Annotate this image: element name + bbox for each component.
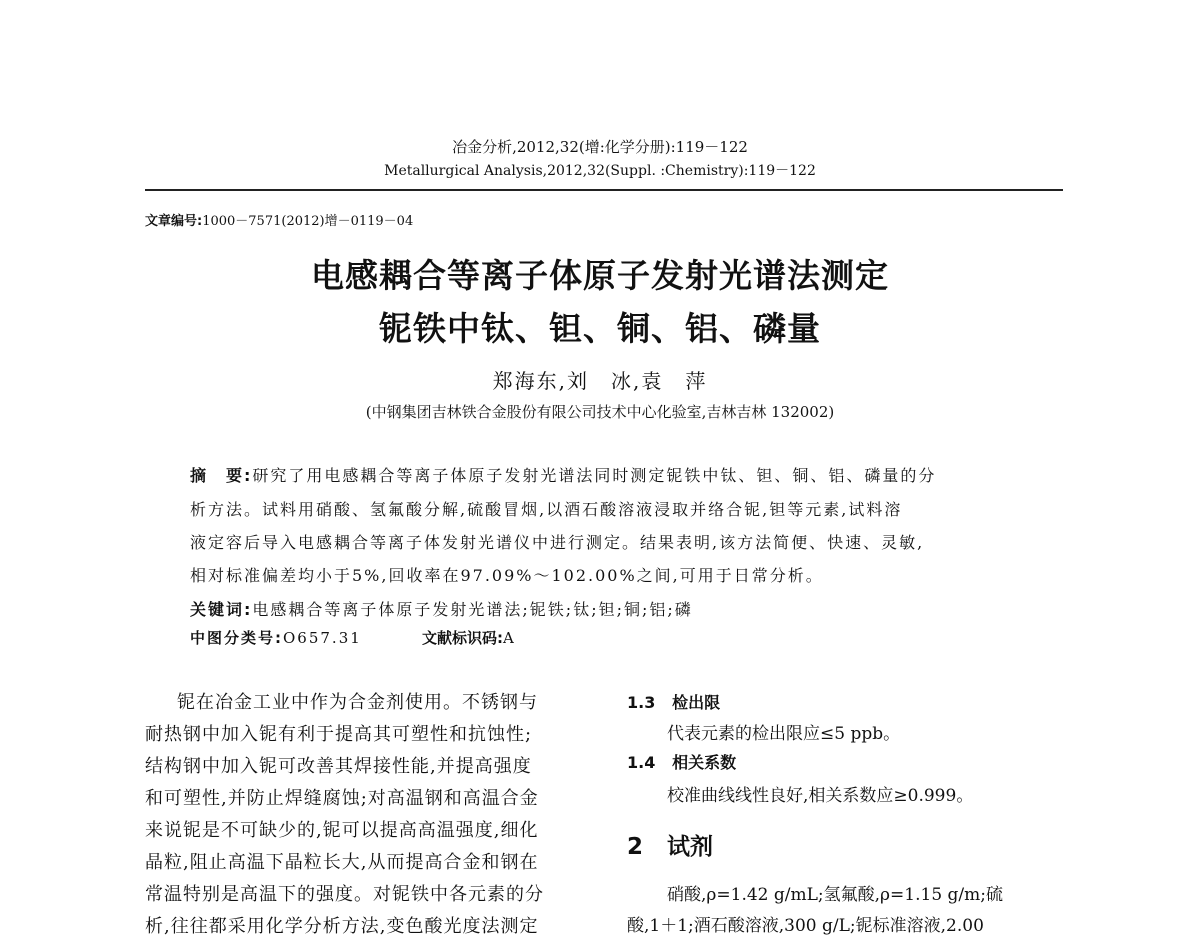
abstract-text-1: 研究了用电感耦合等离子体原子发射光谱法同时测定铌铁中钛、钽、铜、铝、磷量的分	[252, 466, 937, 485]
section-1-4-title: 相关系数	[672, 753, 737, 772]
section-2-number: 2	[627, 834, 644, 860]
affiliation: (中钢集团吉林铁合金股份有限公司技术中心化验室,吉林吉林 132002)	[365, 403, 835, 421]
keywords-value: 电感耦合等离子体原子发射光谱法;铌铁;钛;钽;铜;铝;磷	[252, 600, 693, 619]
body-left-line: 结构钢中加入铌可改善其焊接性能,并提高强度	[145, 756, 532, 777]
body-left-line: 来说铌是不可缺少的,铌可以提高高温强度,细化	[145, 820, 539, 841]
section-1-4-number: 1.4	[627, 753, 656, 772]
classification	[190, 627, 362, 648]
section-1-3-number: 1.3	[627, 693, 656, 712]
body-left-line: 析,往往都采用化学分析方法,变色酸光度法测定	[145, 916, 539, 937]
body-left-line: 耐热钢中加入铌有利于提高其可塑性和抗蚀性;	[145, 724, 533, 745]
authors: 郑海东,刘 冰,袁 萍	[492, 369, 708, 393]
document-code-label: 文献标识码:	[422, 629, 503, 647]
section-1-4-text: 校准曲线线性良好,相关系数应≥0.999。	[667, 786, 974, 806]
journal-citation-cn: 冶金分析,2012,32(增:化学分册):119－122	[452, 138, 748, 156]
keywords-label: 关键词:	[190, 600, 253, 619]
header-rule	[145, 189, 1063, 191]
section-2-heading	[627, 828, 713, 861]
article-number	[145, 210, 413, 229]
abstract-line2: 析方法。试料用硝酸、氢氟酸分解,硫酸冒烟,以酒石酸溶液浸取并络合铌,钽等元素,试料溶	[190, 500, 903, 519]
document-code	[422, 627, 514, 648]
classification-value: O657.31	[283, 629, 362, 647]
section-2-title: 试剂	[667, 834, 714, 860]
abstract-line1	[190, 463, 936, 486]
section-1-4-heading	[627, 750, 736, 773]
reagent-line2: 酸,1＋1;酒石酸溶液,300 g/L;铌标准溶液,2.00	[627, 916, 984, 936]
section-1-3-title: 检出限	[672, 693, 721, 712]
journal-citation-en: Metallurgical Analysis,2012,32(Suppl. :Chemistry):119－122	[384, 163, 816, 179]
section-1-3-text: 代表元素的检出限应≤5 ppb。	[667, 724, 901, 744]
abstract-line3: 液定容后导入电感耦合等离子体发射光谱仪中进行测定。结果表明,该方法简便、快速、灵敏,	[190, 533, 925, 552]
keywords	[190, 597, 693, 620]
paper-title-line1: 电感耦合等离子体原子发射光谱法测定	[311, 256, 889, 295]
article-number-label: 文章编号:	[145, 214, 203, 229]
section-1-3-heading	[627, 690, 720, 713]
body-left-line: 铌在冶金工业中作为合金剂使用。不锈钢与	[177, 692, 538, 713]
body-left-line: 晶粒,阻止高温下晶粒长大,从而提高合金和钢在	[145, 852, 539, 873]
paper-title-line2: 铌铁中钛、钽、铜、铝、磷量	[379, 309, 821, 348]
body-left-line: 常温特别是高温下的强度。对铌铁中各元素的分	[145, 884, 544, 905]
classification-label: 中图分类号:	[190, 629, 283, 647]
body-left-line: 和可塑性,并防止焊缝腐蚀;对高温钢和高温合金	[145, 788, 539, 809]
reagent-line1: 硝酸,ρ=1.42 g/mL;氢氟酸,ρ=1.15 g/m;硫	[667, 885, 1003, 905]
abstract-line4: 相对标准偏差均小于5%,回收率在97.09%～102.00%之间,可用于日常分析。	[190, 566, 824, 585]
article-number-value: 1000－7571(2012)增－0119－04	[202, 214, 414, 229]
abstract-label: 摘 要:	[190, 466, 253, 485]
document-code-value: A	[503, 629, 514, 647]
